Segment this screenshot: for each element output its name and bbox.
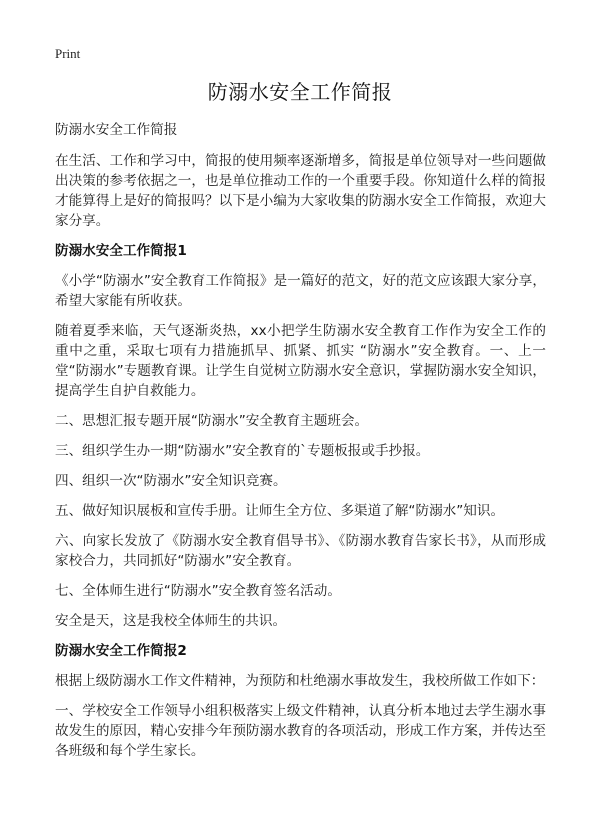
document-subtitle: 防溺水安全工作简报 — [55, 122, 178, 138]
section1-paragraph: 六、向家长发放了《防溺水安全教育倡导书》、《防溺水教育告家长书》，从而形成家校合力，共同抓好“防溺水”安全教育。 — [55, 533, 546, 569]
section-heading-1: 防溺水安全工作简报1 — [55, 243, 187, 259]
section2-paragraph: 一、学校安全工作领导小组积极落实上级文件精神，认真分析本地过去学生溺水事故发生的原因，精心安排今年预防溺水教育的各项活动，形成工作方案，并传达至各班级和每个学生家长。 — [55, 703, 546, 759]
print-link[interactable]: Print — [55, 46, 81, 61]
intro-paragraph: 在生活、工作和学习中，简报的使用频率逐渐增多，简报是单位领导对一些问题做出决策的参考依据之一，也是单位推动工作的一个重要手段。你知道什么样的简报才能算得上是好的简报吗？以下是小编为大家收集的防溺水安全工作简报，欢迎大家分享。 — [55, 153, 546, 229]
section-heading-2: 防溺水安全工作简报2 — [55, 643, 187, 659]
document-body — [55, 120, 546, 771]
section1-paragraph: 二、思想汇报专题开展“防溺水”安全教育主题班会。 — [55, 413, 369, 429]
section1-paragraph: 《小学“防溺水”安全教育工作简报》是一篇好的范文，好的范文应该跟大家分享，希望大家能有所收获。 — [55, 273, 546, 309]
section1-paragraph: 五、做好知识展板和宣传手册。让师生全方位、多渠道了解“防溺水”知识。 — [55, 503, 505, 519]
page-title: 防溺水安全工作简报 — [207, 80, 393, 104]
section1-paragraph: 四、组织一次“防溺水”安全知识竞赛。 — [55, 473, 287, 489]
section1-paragraph: 七、全体师生进行“防溺水”安全教育签名活动。 — [55, 583, 341, 599]
section1-paragraph: 三、组织学生办一期“防溺水”安全教育的`专题板报或手抄报。 — [55, 443, 430, 459]
section1-paragraph: 随着夏季来临，天气逐渐炎热，xx小把学生防溺水安全教育工作作为安全工作的重中之重，采取七项有力措施抓早、抓紧、抓实 “防溺水”安全教育。一、上一堂“防溺水”专题教育课。让学生自觉树立防溺水安全意识，掌握防溺水安全知识，提高学生自护自救能力。 — [55, 323, 546, 399]
section1-paragraph: 安全是天，这是我校全体师生的共识。 — [55, 613, 287, 629]
section2-paragraph: 根据上级防溺水工作文件精神，为预防和杜绝溺水事故发生，我校所做工作如下： — [55, 673, 545, 689]
